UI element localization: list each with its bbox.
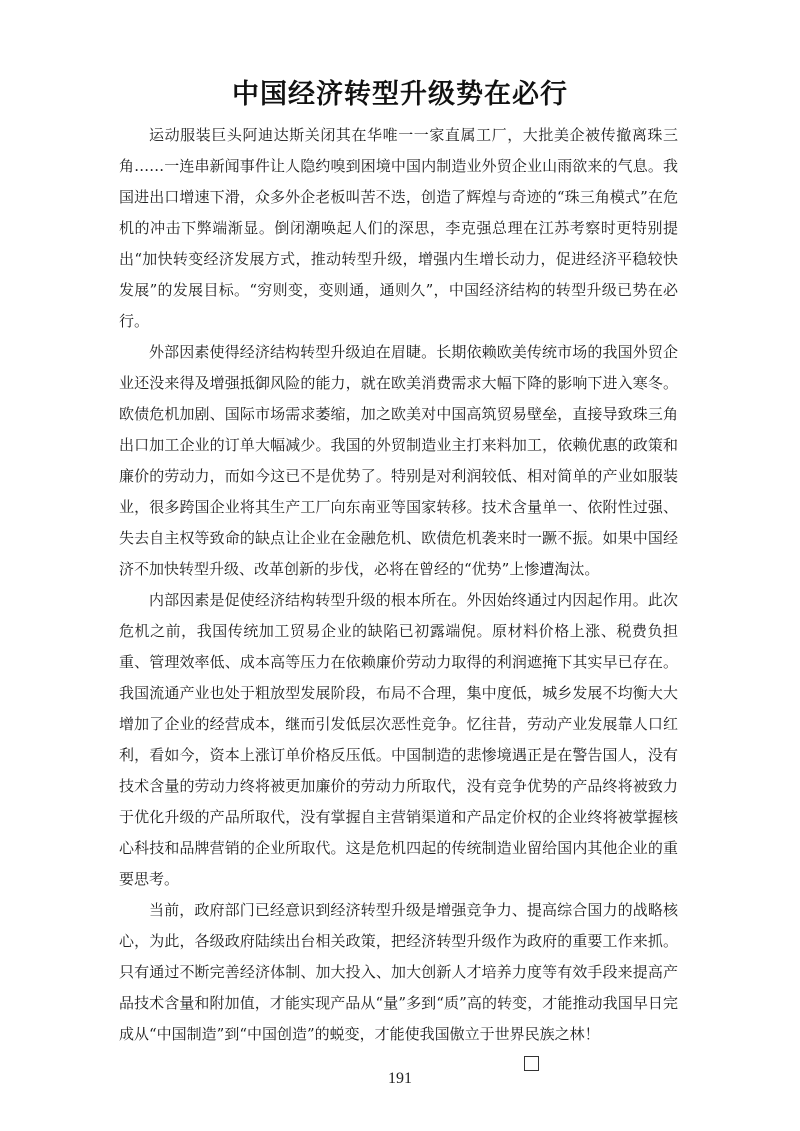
paragraph-2: 外部因素使得经济结构转型升级迫在眉睫。长期依赖欧美传统市场的我国外贸企业还没来得及增强抵御风险的能力，就在欧美消费需求大幅下降的影响下进入寒冬。欧债危机加剧、国际市场需求萎缩，加之欧美对中国高筑贸易壁垒，直接导致珠三角出口加工企业的订单大幅减少。我国的外贸制造业主打来料加工，依赖优惠的政策和廉价的劳动力，而如今这已不是优势了。特别是对利润较低、相对简单的产业如服装业，很多跨国企业将其生产工厂向东南亚等国家转移。技术含量单一、依附性过强、失去自主权等致命的缺点让企业在金融危机、欧债危机袭来时一蹶不振。如果中国经济不加快转型升级、改革创新的步伐，必将在曾经的“优势”上惨遭淘汰。 (119, 343, 678, 578)
paragraph-3: 内部因素是促使经济结构转型升级的根本所在。外因始终通过内因起作用。此次危机之前，我国传统加工贸易企业的缺陷已初露端倪。原材料价格上涨、税费负担重、管理效率低、成本高等压力在依赖廉价劳动力取得的利润遮掩下其实早已存在。我国流通产业也处于粗放型发展阶段，布局不合理，集中度低，城乡发展不均衡大大增加了企业的经营成本，继而引发低层次恶性竞争。忆往昔，劳动产业发展靠人口红利，看如今，资本上涨订单价格反压低。中国制造的悲惨境遇正是在警告国人，没有技术含量的劳动力终将被更加廉价的劳动力所取代，没有竞争优势的产品终将被致力于优化升级的产品所取代，没有掌握自主营销渠道和产品定价权的企业终将被掌握核心科技和品牌营销的企业所取代。这是危机四起的传统制造业留给国内其他企业的重要思考。 (119, 591, 678, 888)
paragraph-1: 运动服装巨头阿迪达斯关闭其在华唯一一家直属工厂，大批美企被传撤离珠三角……一连串新闻事件让人隐约嗅到困境中国内制造业外贸企业山雨欲来的气息。我国进出口增速下滑，众多外企老板叫苦不迭，创造了辉煌与奇迹的“珠三角模式”在危机的冲击下弊端渐显。倒闭潮唤起人们的深思，李克强总理在江苏考察时更特别提出“加快转变经济发展方式，推动转型升级，增强内生增长动力，促进经济平稳较快发展”的发展目标。“穷则变，变则通，通则久”，中国经济结构的转型升级已势在必行。 (119, 126, 678, 330)
empty-square-icon (524, 1056, 539, 1071)
page-number: 191 (388, 1070, 412, 1087)
paragraph-4: 当前，政府部门已经意识到经济转型升级是增强竞争力、提高综合国力的战略核心，为此，各级政府陆续出台相关政策，把经济转型升级作为政府的重要工作来抓。只有通过不断完善经济体制、加大投入、加大创新人才培养力度等有效手段来提高产品技术含量和附加值，才能实现产品从“量”多到“质”高的转变，才能推动我国早日完成从“中国制造”到“中国创造”的蜕变，才能使我国傲立于世界民族之林！ (119, 901, 678, 1043)
page-title: 中国经济转型升级势在必行 (232, 79, 568, 110)
article-body (119, 120, 678, 1050)
